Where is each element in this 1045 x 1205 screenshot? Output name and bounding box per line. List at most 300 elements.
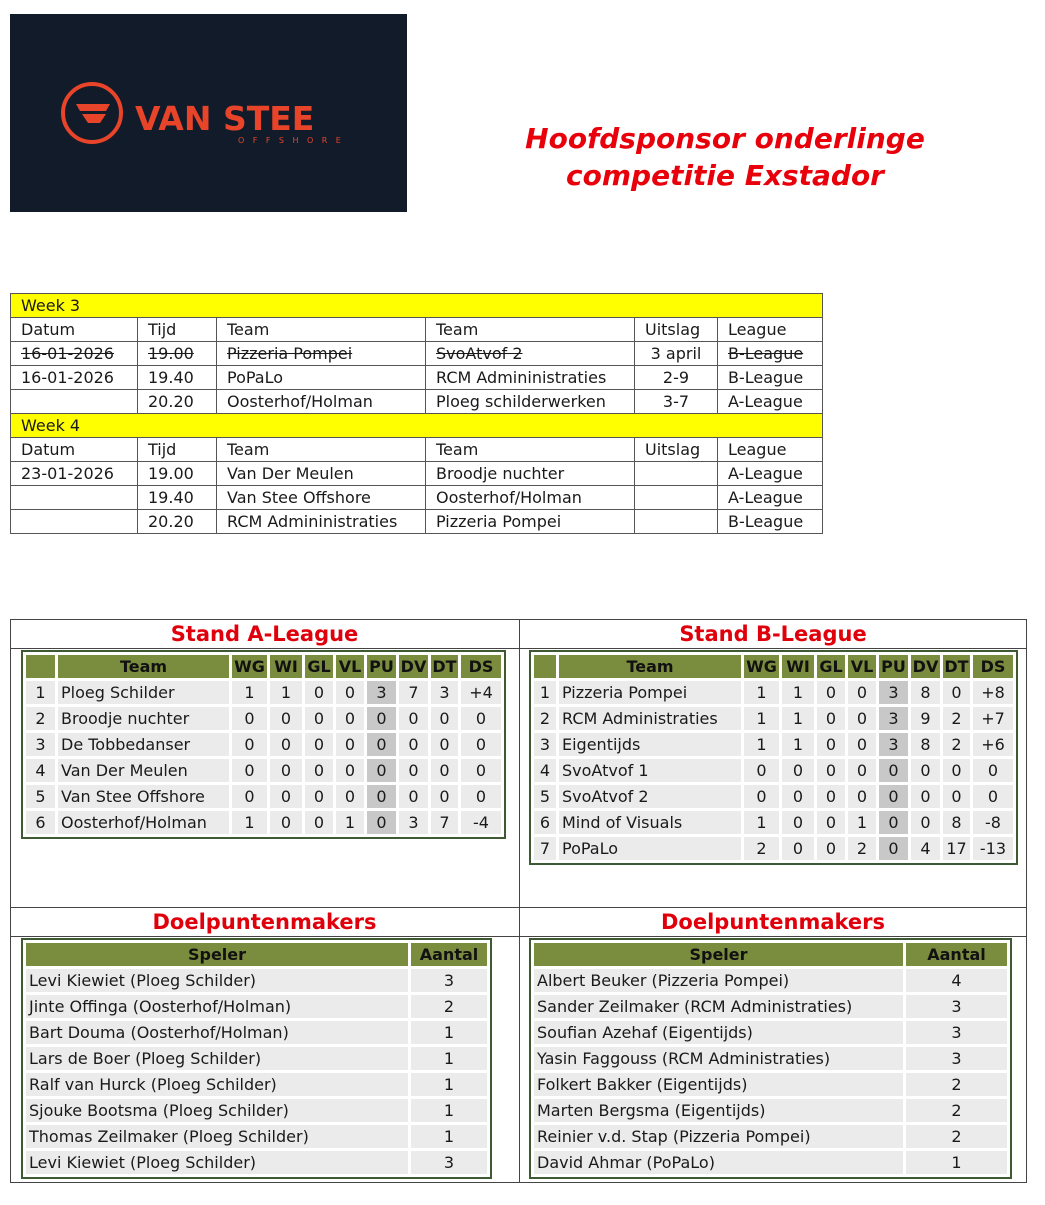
wi-cell: 0 <box>782 785 814 808</box>
ds-cell: -4 <box>461 811 501 834</box>
dt-cell: 0 <box>431 707 458 730</box>
scorer-row <box>26 995 487 1018</box>
stand-a-league-table <box>21 650 506 839</box>
goal-count-cell: 1 <box>411 1047 487 1070</box>
standings-column-header: DV <box>912 657 939 676</box>
league-cell-text: A-League <box>728 391 803 411</box>
rank-cell: 2 <box>26 707 55 730</box>
vl-cell: 0 <box>336 733 364 756</box>
scorers-column-header: Aantal <box>906 943 1007 966</box>
result-cell <box>635 366 718 390</box>
ds-cell: 0 <box>461 785 501 808</box>
player-name-cell: Reinier v.d. Stap (Pizzeria Pompei) <box>534 1125 903 1148</box>
gl-cell: 0 <box>817 811 845 834</box>
scorers-header-row <box>26 943 487 966</box>
wi-cell: 0 <box>270 759 302 782</box>
pu-cell: 3 <box>879 681 908 704</box>
dv-cell: 0 <box>399 785 428 808</box>
rank-cell: 7 <box>534 837 556 860</box>
rank-cell: 4 <box>26 759 55 782</box>
column-header: Team <box>217 318 426 342</box>
scorers-b-table <box>529 938 1012 1179</box>
stand-b-title: Stand B-League <box>679 622 867 646</box>
standings-column-header: WG <box>232 655 267 678</box>
away-team-cell <box>426 342 635 366</box>
league-cell-text: B-League <box>728 343 804 363</box>
standings-column-header: WG <box>744 655 779 678</box>
scorers-a-title: Doelpuntenmakers <box>152 910 377 934</box>
away-team-cell-text: RCM Admininistraties <box>436 367 607 387</box>
column-header: League <box>718 438 823 462</box>
gl-cell: 0 <box>305 707 333 730</box>
goal-count-cell: 3 <box>411 969 487 992</box>
home-team-cell-text: RCM Admininistraties <box>227 511 398 531</box>
standings-column-header: DS <box>461 655 501 678</box>
player-name-cell: Sjouke Bootsma (Ploeg Schilder) <box>26 1099 408 1122</box>
team-cell: PoPaLo <box>559 837 741 860</box>
goal-count-cell: 1 <box>411 1021 487 1044</box>
match-row <box>11 510 823 534</box>
wg-cell: 0 <box>232 785 267 808</box>
player-name-cell: Albert Beuker (Pizzeria Pompei) <box>534 969 903 992</box>
dv-cell: 3 <box>399 811 428 834</box>
standings-column-header: VL <box>336 655 364 678</box>
scorer-row <box>534 1073 1007 1096</box>
goal-count-cell: 1 <box>906 1151 1007 1174</box>
column-header: Team <box>217 438 426 462</box>
schedule-table <box>10 293 823 534</box>
standings-column-header: Team <box>559 655 741 678</box>
dv-cell: 0 <box>399 733 428 756</box>
dt-cell: 3 <box>431 681 458 704</box>
ds-cell: 0 <box>461 733 501 756</box>
column-header: League <box>718 318 823 342</box>
gl-cell: 0 <box>817 785 845 808</box>
dt-cell: 0 <box>431 759 458 782</box>
wg-cell: 0 <box>232 733 267 756</box>
scorer-row <box>534 1151 1007 1174</box>
wi-cell: 0 <box>270 785 302 808</box>
away-team-cell <box>426 486 635 510</box>
pu-cell: 0 <box>879 837 908 860</box>
column-header: Tijd <box>138 318 217 342</box>
team-cell: Eigentijds <box>559 733 741 756</box>
dt-cell: 0 <box>431 733 458 756</box>
away-team-cell <box>426 390 635 414</box>
wi-cell: 0 <box>270 707 302 730</box>
vl-cell: 0 <box>848 785 876 808</box>
standings-row <box>26 785 501 808</box>
column-header: Datum <box>11 438 138 462</box>
dt-cell: 17 <box>943 837 970 860</box>
pu-cell: 0 <box>367 811 396 834</box>
gl-cell: 0 <box>305 733 333 756</box>
home-team-cell <box>217 462 426 486</box>
wg-cell: 1 <box>744 733 779 756</box>
ds-cell: +8 <box>973 681 1013 704</box>
result-cell-text: 2-9 <box>662 367 690 387</box>
home-team-cell <box>217 366 426 390</box>
scorers-header-row <box>534 943 1007 966</box>
dv-cell: 8 <box>911 681 940 704</box>
scorers-b-title: Doelpuntenmakers <box>660 910 886 934</box>
team-cell: Van Der Meulen <box>58 759 229 782</box>
column-header: Team <box>426 438 635 462</box>
date-cell <box>11 462 138 486</box>
league-cell-text: A-League <box>728 463 803 483</box>
vl-cell: 0 <box>336 707 364 730</box>
scorer-row <box>26 1021 487 1044</box>
team-cell: Oosterhof/Holman <box>58 811 229 834</box>
wg-cell: 1 <box>744 707 779 730</box>
week-label: Week 4 <box>11 414 823 438</box>
gl-cell: 0 <box>817 733 845 756</box>
result-cell-text: 3 april <box>650 343 702 363</box>
column-header: Tijd <box>138 438 217 462</box>
player-name-cell: Levi Kiewiet (Ploeg Schilder) <box>26 1151 408 1174</box>
player-name-cell: David Ahmar (PoPaLo) <box>534 1151 903 1174</box>
standings-header-row <box>26 655 501 678</box>
goal-count-cell: 2 <box>906 1125 1007 1148</box>
standings-row <box>26 733 501 756</box>
player-name-cell: Ralf van Hurck (Ploeg Schilder) <box>26 1073 408 1096</box>
dv-cell: 8 <box>911 733 940 756</box>
standings-column-header <box>26 655 55 678</box>
wg-cell: 1 <box>232 681 267 704</box>
scorer-row <box>26 1047 487 1070</box>
divider <box>10 648 519 649</box>
ds-cell: 0 <box>973 759 1013 782</box>
week-header-row <box>11 294 823 318</box>
rank-cell: 1 <box>26 681 55 704</box>
result-cell <box>635 486 718 510</box>
goal-count-cell: 3 <box>906 995 1007 1018</box>
scorers-a-table <box>21 938 492 1179</box>
dv-cell: 4 <box>911 837 940 860</box>
player-name-cell: Folkert Bakker (Eigentijds) <box>534 1073 903 1096</box>
dt-cell: 7 <box>431 811 458 834</box>
player-name-cell: Sander Zeilmaker (RCM Administraties) <box>534 995 903 1018</box>
week-label: Week 3 <box>11 294 823 318</box>
time-cell <box>138 486 217 510</box>
scorer-row <box>26 1099 487 1122</box>
time-cell-text: 19.00 <box>148 463 194 483</box>
pu-cell: 0 <box>367 785 396 808</box>
team-cell: Mind of Visuals <box>559 811 741 834</box>
wi-cell: 1 <box>782 733 814 756</box>
home-team-cell-text: Van Der Meulen <box>227 463 354 483</box>
standings-row <box>534 733 1013 756</box>
goal-count-cell: 3 <box>906 1047 1007 1070</box>
date-cell <box>11 342 138 366</box>
away-team-cell-text: SvoAtvof 2 <box>436 343 523 363</box>
divider <box>519 936 1027 937</box>
rank-cell: 6 <box>26 811 55 834</box>
scorer-row <box>26 1151 487 1174</box>
dv-cell: 7 <box>399 681 428 704</box>
standings-column-header: WI <box>270 655 302 678</box>
standings-column-header: DV <box>400 657 427 676</box>
column-header: Uitslag <box>635 318 718 342</box>
time-cell <box>138 366 217 390</box>
standings-row <box>534 811 1013 834</box>
gl-cell: 0 <box>305 681 333 704</box>
result-cell-text: 3-7 <box>662 391 690 411</box>
standings-column-header: VL <box>848 655 876 678</box>
goal-count-cell: 4 <box>906 969 1007 992</box>
rank-cell: 5 <box>534 785 556 808</box>
vl-cell: 1 <box>848 811 876 834</box>
player-name-cell: Thomas Zeilmaker (Ploeg Schilder) <box>26 1125 408 1148</box>
result-cell <box>635 390 718 414</box>
wi-cell: 1 <box>782 681 814 704</box>
goal-count-cell: 2 <box>411 995 487 1018</box>
time-cell-text: 19.40 <box>148 367 194 387</box>
ds-cell: +6 <box>973 733 1013 756</box>
time-cell-text: 19.00 <box>148 343 194 363</box>
ds-cell: +4 <box>461 681 501 704</box>
scorer-row <box>534 1125 1007 1148</box>
team-cell: Pizzeria Pompei <box>559 681 741 704</box>
match-row <box>11 366 823 390</box>
vl-cell: 0 <box>848 681 876 704</box>
home-team-cell-text: Oosterhof/Holman <box>227 391 373 411</box>
team-cell: RCM Administraties <box>559 707 741 730</box>
rank-cell: 5 <box>26 785 55 808</box>
player-name-cell: Bart Douma (Oosterhof/Holman) <box>26 1021 408 1044</box>
wi-cell: 0 <box>782 759 814 782</box>
stand-b-league-table <box>529 650 1018 865</box>
rank-cell: 2 <box>534 707 556 730</box>
match-row <box>11 390 823 414</box>
logo-subtext: OFFSHORE <box>238 136 350 145</box>
goal-count-cell: 2 <box>906 1073 1007 1096</box>
player-name-cell: Yasin Faggouss (RCM Administraties) <box>534 1047 903 1070</box>
wi-cell: 0 <box>782 811 814 834</box>
rank-cell: 3 <box>534 733 556 756</box>
league-cell <box>718 510 823 534</box>
dt-cell: 0 <box>943 759 970 782</box>
pu-cell: 0 <box>367 707 396 730</box>
standings-row <box>534 707 1013 730</box>
vl-cell: 0 <box>848 733 876 756</box>
league-cell-text: B-League <box>728 511 804 531</box>
dt-cell: 0 <box>431 785 458 808</box>
van-stee-logo-icon <box>10 14 407 212</box>
vl-cell: 0 <box>336 681 364 704</box>
ds-cell: 0 <box>461 759 501 782</box>
pu-cell: 0 <box>879 759 908 782</box>
divider <box>519 648 1027 649</box>
scorers-column-header: Speler <box>534 943 903 966</box>
wg-cell: 2 <box>744 837 779 860</box>
dv-cell: 0 <box>399 707 428 730</box>
column-header: Datum <box>11 318 138 342</box>
standings-column-header: DT <box>944 657 969 676</box>
dt-cell: 8 <box>943 811 970 834</box>
goal-count-cell: 3 <box>411 1151 487 1174</box>
goal-count-cell: 3 <box>906 1021 1007 1044</box>
ds-cell: -8 <box>973 811 1013 834</box>
team-cell: Van Stee Offshore <box>58 785 229 808</box>
wg-cell: 0 <box>744 785 779 808</box>
home-team-cell <box>217 510 426 534</box>
league-cell <box>718 390 823 414</box>
dt-cell: 2 <box>943 707 970 730</box>
goal-count-cell: 2 <box>906 1099 1007 1122</box>
wi-cell: 1 <box>782 707 814 730</box>
column-header-row <box>11 318 823 342</box>
wg-cell: 0 <box>232 707 267 730</box>
date-cell <box>11 510 138 534</box>
dt-cell: 0 <box>943 785 970 808</box>
player-name-cell: Jinte Offinga (Oosterhof/Holman) <box>26 995 408 1018</box>
ds-cell: -13 <box>973 837 1013 860</box>
week-header-row <box>11 414 823 438</box>
goal-count-cell: 1 <box>411 1073 487 1096</box>
time-cell <box>138 342 217 366</box>
pu-cell: 0 <box>879 811 908 834</box>
time-cell <box>138 462 217 486</box>
team-cell: SvoAtvof 2 <box>559 785 741 808</box>
away-team-cell-text: Broodje nuchter <box>436 463 565 483</box>
scorer-row <box>534 995 1007 1018</box>
vl-cell: 1 <box>336 811 364 834</box>
away-team-cell-text: Oosterhof/Holman <box>436 487 582 507</box>
wg-cell: 1 <box>232 811 267 834</box>
standings-column-header <box>534 655 556 678</box>
vl-cell: 0 <box>336 785 364 808</box>
gl-cell: 0 <box>305 785 333 808</box>
player-name-cell: Lars de Boer (Ploeg Schilder) <box>26 1047 408 1070</box>
dv-cell: 0 <box>911 811 940 834</box>
home-team-cell-text: PoPaLo <box>227 367 284 387</box>
pu-cell: 3 <box>367 681 396 704</box>
scorer-row <box>534 1047 1007 1070</box>
vl-cell: 2 <box>848 837 876 860</box>
team-cell: De Tobbedanser <box>58 733 229 756</box>
pu-cell: 0 <box>879 785 908 808</box>
league-cell <box>718 486 823 510</box>
standings-column-header: WI <box>782 655 814 678</box>
vl-cell: 0 <box>336 759 364 782</box>
standings-row <box>26 707 501 730</box>
vl-cell: 0 <box>848 759 876 782</box>
time-cell-text: 20.20 <box>148 511 194 531</box>
gl-cell: 0 <box>817 837 845 860</box>
match-row <box>11 342 823 366</box>
scorer-row <box>26 1073 487 1096</box>
result-cell <box>635 462 718 486</box>
league-cell-text: A-League <box>728 487 803 507</box>
standings-column-header: DT <box>432 657 457 676</box>
wg-cell: 1 <box>744 681 779 704</box>
pu-cell: 0 <box>367 733 396 756</box>
league-cell <box>718 366 823 390</box>
wg-cell: 1 <box>744 811 779 834</box>
date-cell-text: 23-01-2026 <box>21 463 114 483</box>
column-header: Uitslag <box>635 438 718 462</box>
scorers-column-header: Aantal <box>411 943 487 966</box>
standings-row <box>26 811 501 834</box>
wg-cell: 0 <box>232 759 267 782</box>
wi-cell: 0 <box>270 811 302 834</box>
gl-cell: 0 <box>305 759 333 782</box>
standings-row <box>26 759 501 782</box>
result-cell <box>635 510 718 534</box>
ds-cell: 0 <box>461 707 501 730</box>
date-cell-text: 16-01-2026 <box>21 343 114 363</box>
home-team-cell <box>217 486 426 510</box>
wi-cell: 0 <box>270 733 302 756</box>
standings-column-header: GL <box>305 655 333 678</box>
scorer-row <box>26 969 487 992</box>
goal-count-cell: 1 <box>411 1099 487 1122</box>
gl-cell: 0 <box>817 681 845 704</box>
standings-row <box>26 681 501 704</box>
standings-row <box>534 681 1013 704</box>
league-cell <box>718 342 823 366</box>
away-team-cell-text: Pizzeria Pompei <box>436 511 562 531</box>
stand-a-title: Stand A-League <box>170 622 359 646</box>
away-team-cell <box>426 510 635 534</box>
wi-cell: 0 <box>782 837 814 860</box>
standings-column-header: PU <box>879 655 908 678</box>
time-cell <box>138 390 217 414</box>
league-cell-text: B-League <box>728 367 804 387</box>
pu-cell: 0 <box>367 759 396 782</box>
dv-cell: 9 <box>911 707 940 730</box>
dv-cell: 0 <box>911 759 940 782</box>
sponsor-logo <box>10 14 407 212</box>
dv-cell: 0 <box>911 785 940 808</box>
team-cell: Ploeg Schilder <box>58 681 229 704</box>
team-cell: SvoAtvof 1 <box>559 759 741 782</box>
date-cell-text: 16-01-2026 <box>21 367 114 387</box>
wi-cell: 1 <box>270 681 302 704</box>
ds-cell: 0 <box>973 785 1013 808</box>
home-team-cell <box>217 390 426 414</box>
player-name-cell: Levi Kiewiet (Ploeg Schilder) <box>26 969 408 992</box>
rank-cell: 1 <box>534 681 556 704</box>
vl-cell: 0 <box>848 707 876 730</box>
match-row <box>11 462 823 486</box>
date-cell <box>11 486 138 510</box>
date-cell <box>11 366 138 390</box>
scorer-row <box>534 1021 1007 1044</box>
home-team-cell-text: Pizzeria Pompei <box>227 343 353 363</box>
home-team-cell-text: Van Stee Offshore <box>227 487 371 507</box>
title-line-2: competitie Exstador <box>566 159 884 192</box>
dt-cell: 2 <box>943 733 970 756</box>
time-cell <box>138 510 217 534</box>
rank-cell: 3 <box>26 733 55 756</box>
match-row <box>11 486 823 510</box>
wg-cell: 0 <box>744 759 779 782</box>
dv-cell: 0 <box>399 759 428 782</box>
pu-cell: 3 <box>879 733 908 756</box>
team-cell: Broodje nuchter <box>58 707 229 730</box>
frame-divider <box>519 619 520 1183</box>
time-cell-text: 20.20 <box>148 391 194 411</box>
standings-header-row <box>534 655 1013 678</box>
away-team-cell <box>426 462 635 486</box>
scorer-row <box>534 1099 1007 1122</box>
scorer-row <box>534 969 1007 992</box>
league-cell <box>718 462 823 486</box>
divider <box>10 936 519 937</box>
gl-cell: 0 <box>817 707 845 730</box>
